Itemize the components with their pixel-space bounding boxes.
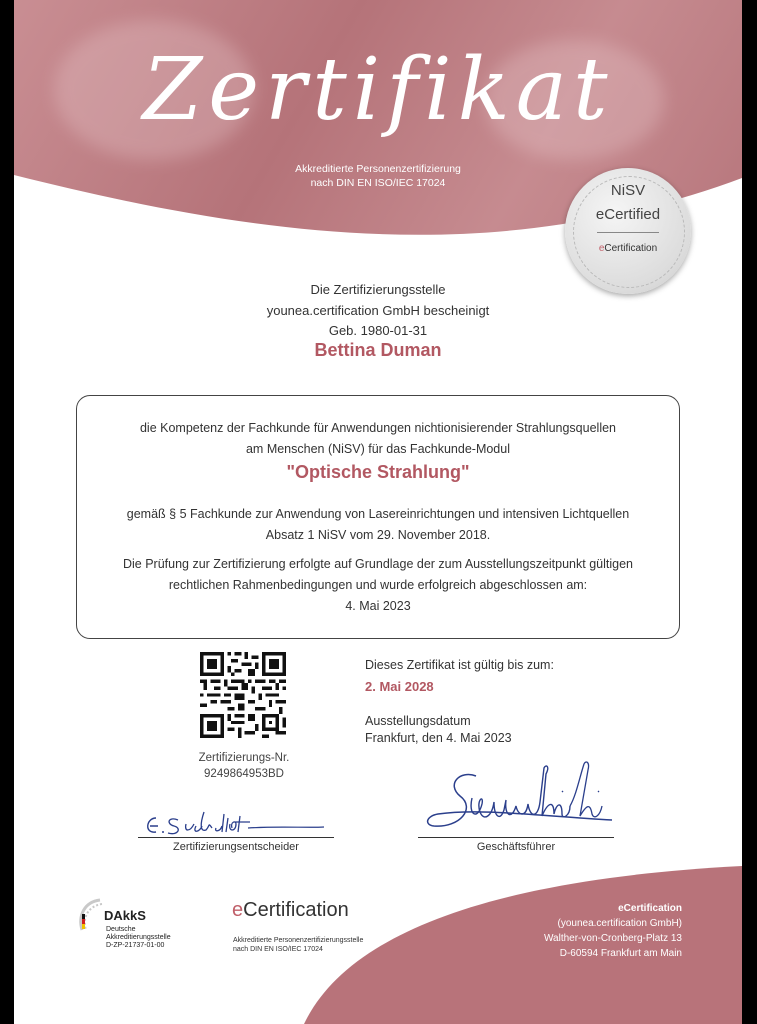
- competence-box: [76, 395, 680, 639]
- certificate-title: Zertifikat: [142, 40, 614, 140]
- exam-date: 4. Mai 2023: [345, 599, 411, 613]
- seal-line: NiSV: [610, 182, 646, 199]
- issuer-address: [544, 901, 682, 961]
- exam-statement: Die Prüfung zur Zertifizierung erfolgte auf Grundlage der zum Ausstellungszeitpunkt gültigen rechtlichen Rahmenbedingungen und wurde erfolgreich abgeschlossen am: 4. Mai 2023: [77, 554, 679, 617]
- legal-basis: gemäß § 5 Fachkunde zur Anwendung von Lasereinrichtungen und intensiven Lichtquellen Absatz 1 NiSV vom 29. November 2018.: [126, 507, 630, 542]
- issue-label: Ausstellungsdatum: [365, 714, 471, 728]
- address-line: D-60594 Frankfurt am Main: [559, 948, 682, 959]
- certificate-number-label: Zertifizierungs-Nr.: [198, 752, 290, 764]
- signature-left-label: Zertifizierungsentscheider: [173, 841, 299, 853]
- issue-info: [365, 713, 512, 747]
- dakks-subtitle: Deutsche Akkreditierungsstelle D-ZP-21737-01-00: [106, 926, 171, 949]
- dakks-logo: [76, 896, 226, 960]
- module-name: "Optische Strahlung": [286, 462, 470, 482]
- signature-line: [418, 837, 614, 838]
- qr-code[interactable]: [200, 652, 286, 738]
- competence-text: die Kompetenz der Fachkunde für Anwendungen nichtionisierender Strahlungsquellen am Menschen (NiSV) für das Fachkunde-Modul: [139, 421, 616, 456]
- certificate-number: [164, 750, 324, 782]
- ecertification-subtitle: Akkreditierte Personenzertifizierungsstelle nach DIN EN ISO/IEC 17024: [233, 937, 364, 953]
- issue-place-date: Frankfurt, den 4. Mai 2023: [365, 731, 512, 745]
- seal-line: eCertified: [595, 206, 661, 223]
- signature-right-label: Geschäftsführer: [476, 841, 556, 853]
- nisv-seal: [565, 168, 691, 294]
- accreditation-line: Akkreditierte Personenzertifizierung: [295, 163, 461, 175]
- signature-line: [138, 837, 334, 838]
- intro-line: younea.certification GmbH bescheinigt: [266, 302, 490, 318]
- signature-right: [420, 756, 620, 842]
- seal-brand: eCertification: [598, 243, 658, 254]
- ecertification-logo: eCertification: [232, 899, 349, 921]
- validity-date: 2. Mai 2028: [365, 679, 434, 694]
- accreditation-line: nach DIN EN ISO/IEC 17024: [310, 177, 446, 189]
- holder-name: Bettina Duman: [314, 340, 442, 360]
- issuer-statement: [14, 280, 742, 342]
- certificate-number-value: 9249864953BD: [204, 768, 284, 780]
- address-line: Walther-von-Cronberg-Platz 13: [543, 933, 682, 944]
- validity-label: Dieses Zertifikat ist gültig bis zum:: [365, 658, 554, 672]
- address-line: (younea.certification GmbH): [557, 918, 682, 929]
- birth-date: Geb. 1980-01-31: [328, 323, 428, 338]
- certificate-page: [14, 0, 742, 1024]
- dakks-title: DAkkS: [104, 908, 146, 923]
- address-company: eCertification: [618, 903, 682, 914]
- intro-line: Die Zertifizierungsstelle: [310, 282, 446, 297]
